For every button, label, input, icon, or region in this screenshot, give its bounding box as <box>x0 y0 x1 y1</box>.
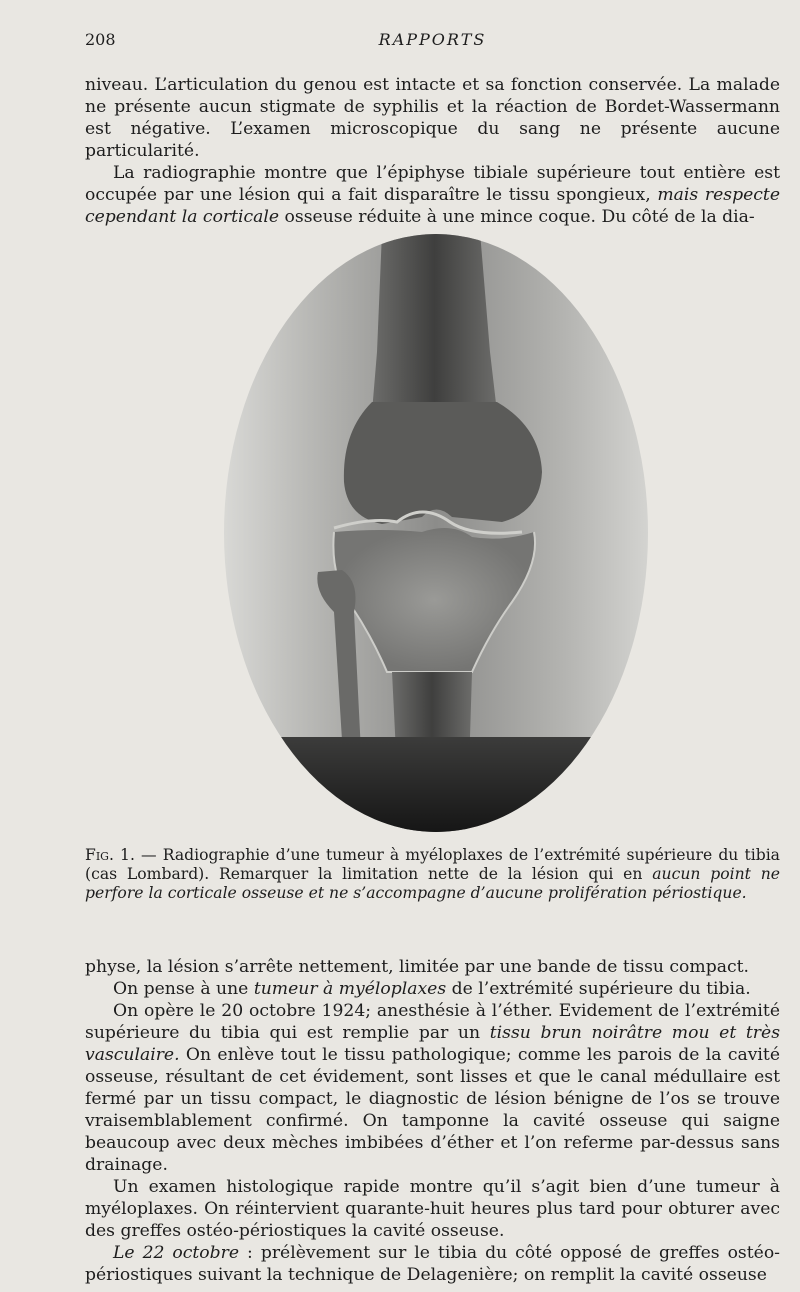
radiograph-figure <box>222 232 650 834</box>
body-text-top <box>85 74 780 228</box>
paragraph: On opère le 20 octobre 1924; anesthésie à l’éther. Evidement de l’extrémité supérieure du tibia qui est remplie par un tissu brun noirâtre mou et très vasculaire. On enlève tout le tissu pathologique; comme les parois de la cavité osseuse, résultant de cet évidement, sont lisses et que le canal médullaire est fermé par un tissu compact, le diagnostic de lésion bénigne de l’os se trouve vraisemblablement confirmé. On tamponne la cavité osseuse qui saigne beaucoup avec deux mèches imbibées d’éther et l’on referme par-dessus sans drainage. <box>85 1001 781 1175</box>
paragraph: On pense à une tumeur à myéloplaxes de l’extrémité supérieure du tibia. <box>113 979 751 999</box>
paragraph: La radiographie montre que l’épiphyse tibiale supérieure tout entière est occupée par une lésion qui a fait disparaître le tissu spongieux, mais respecte cependant la corticale osseuse réduite à une mince coque. Du côté de la dia- <box>85 163 780 227</box>
paragraph: Le 22 octobre : prélèvement sur le tibia du côté opposé de greffes ostéo-périostiques suivant la technique de Delagenière; on remplit la cavité osseuse <box>85 1243 780 1285</box>
knee-radiograph-image <box>222 232 650 834</box>
paragraph: physe, la lésion s’arrête nettement, limitée par une bande de tissu compact. <box>85 957 749 977</box>
caption-text: Fig. 1. — Radiographie d’une tumeur à myéloplaxes de l’extrémité supérieure du tibia (cas Lombard). Remarquer la limitation nette de la lésion qui en aucun point ne perfore la corticale osseuse et ne s’accompagne d’aucune prolifération périostique. <box>85 846 780 902</box>
paragraph: niveau. L’articulation du genou est intacte et sa fonction conservée. La malade ne présente aucun stigmate de syphilis et la réaction de Bordet-Wassermann est négative. L’examen microscopique du sang ne présente aucune particularité. <box>85 75 780 161</box>
paragraph: Un examen histologique rapide montre qu’il s’agit bien d’une tumeur à myéloplaxes. On réintervient quarante-huit heures plus tard pour obturer avec des greffes ostéo-périostiques la cavité osseuse. <box>85 1177 780 1241</box>
body-text-bottom <box>85 956 780 1286</box>
figure-caption <box>85 846 780 903</box>
figure-label: Fig. 1. <box>85 846 135 864</box>
page-number: 208 <box>85 30 116 49</box>
running-head: RAPPORTS <box>378 30 487 49</box>
page-header <box>85 30 780 52</box>
